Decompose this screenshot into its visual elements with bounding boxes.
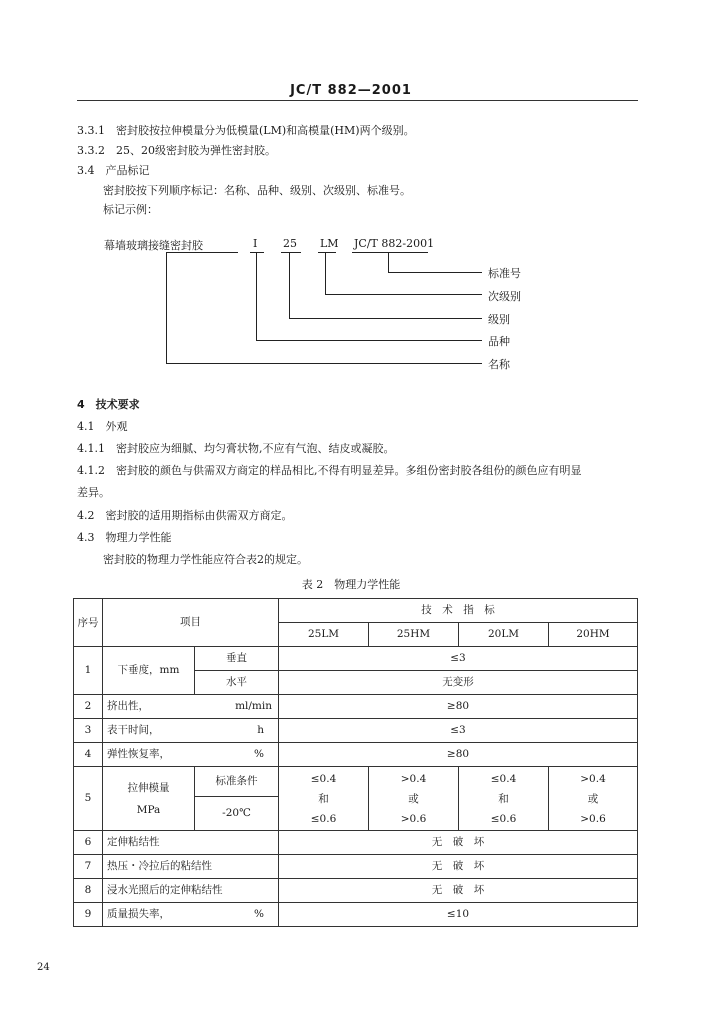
label-variety: 品种 bbox=[488, 335, 510, 348]
clause-3-3-1: 3.3.1 密封胶按拉伸模量分为低模量(LM)和高模量(HM)两个级别。 bbox=[77, 124, 415, 137]
clause-4-3: 4.3 物理力学性能 bbox=[77, 531, 172, 544]
row-9-item: 质量损失率， % bbox=[103, 903, 279, 927]
row-4-value: ≥80 bbox=[279, 743, 638, 767]
row-1-value-vertical: ≤3 bbox=[279, 647, 638, 671]
row-4-no: 4 bbox=[74, 743, 103, 767]
row-2-item: 挤出性， ml/min bbox=[103, 695, 279, 719]
row-5-20lm: ≤0.4 和 ≤0.6 bbox=[459, 767, 549, 831]
label-name: 名称 bbox=[488, 358, 510, 371]
row-7-item: 热压・冷拉后的粘结性 bbox=[103, 855, 279, 879]
header-no: 序号 bbox=[74, 599, 103, 647]
row-1-no: 1 bbox=[74, 647, 103, 695]
section-4-heading: 4 技术要求 bbox=[77, 398, 140, 411]
row-2-value: ≥80 bbox=[279, 695, 638, 719]
row-1-sub-horizontal: 水平 bbox=[195, 671, 279, 695]
row-1-item: 下垂度，mm bbox=[103, 647, 195, 695]
row-8-value: 无 破 坏 bbox=[279, 879, 638, 903]
row-5-no: 5 bbox=[74, 767, 103, 831]
row-5-20hm: >0.4 或 >0.6 bbox=[549, 767, 638, 831]
clause-3-4: 3.4 产品标记 bbox=[77, 164, 150, 177]
row-4-item: 弹性恢复率， % bbox=[103, 743, 279, 767]
row-6-no: 6 bbox=[74, 831, 103, 855]
clause-4-1: 4.1 外观 bbox=[77, 420, 128, 433]
row-1-sub-vertical: 垂直 bbox=[195, 647, 279, 671]
col-25lm: 25LM bbox=[279, 623, 369, 647]
col-20lm: 20LM bbox=[459, 623, 549, 647]
properties-table bbox=[73, 598, 638, 927]
row-9-no: 9 bbox=[74, 903, 103, 927]
row-2-no: 2 bbox=[74, 695, 103, 719]
clause-4-1-2-cont: 差异。 bbox=[77, 486, 110, 499]
clause-4-3-text: 密封胶的物理力学性能应符合表2的规定。 bbox=[103, 553, 308, 566]
clause-4-1-1: 4.1.1 密封胶应为细腻、均匀膏状物,不应有气泡、结皮或凝胶。 bbox=[77, 442, 395, 455]
row-6-item: 定伸粘结性 bbox=[103, 831, 279, 855]
row-5-25hm: >0.4 或 >0.6 bbox=[369, 767, 459, 831]
row-7-no: 7 bbox=[74, 855, 103, 879]
diagram-subgrade: LM bbox=[320, 237, 339, 250]
diagram-variety: I bbox=[253, 237, 258, 250]
diagram-name: 幕墙玻璃接缝密封胶 bbox=[104, 239, 203, 252]
label-standard-number: 标准号 bbox=[488, 267, 521, 280]
label-subgrade: 次级别 bbox=[488, 290, 521, 303]
row-5-25lm: ≤0.4 和 ≤0.6 bbox=[279, 767, 369, 831]
row-1-value-horizontal: 无变形 bbox=[279, 671, 638, 695]
row-5-item: 拉伸模量 MPa bbox=[103, 767, 195, 831]
col-20hm: 20HM bbox=[549, 623, 638, 647]
col-25hm: 25HM bbox=[369, 623, 459, 647]
header-spec: 技 术 指 标 bbox=[279, 599, 638, 623]
row-9-value: ≤10 bbox=[279, 903, 638, 927]
row-5-sub-minus20: -20℃ bbox=[195, 797, 279, 831]
row-3-value: ≤3 bbox=[279, 719, 638, 743]
clause-3-4-text: 密封胶按下列顺序标记：名称、品种、级别、次级别、标准号。 bbox=[103, 184, 411, 197]
diagram-grade: 25 bbox=[283, 237, 297, 250]
diagram-standard: JC/T 882-2001 bbox=[354, 237, 435, 250]
row-8-no: 8 bbox=[74, 879, 103, 903]
row-8-item: 浸水光照后的定伸粘结性 bbox=[103, 879, 279, 903]
row-3-item: 表干时间， h bbox=[103, 719, 279, 743]
label-grade: 级别 bbox=[488, 313, 510, 326]
clause-4-2: 4.2 密封胶的适用期指标由供需双方商定。 bbox=[77, 509, 293, 522]
page-header: JC/T 882—2001 bbox=[290, 83, 412, 98]
clause-3-4-example: 标记示例： bbox=[103, 203, 158, 216]
clause-3-3-2: 3.3.2 25、20级密封胶为弹性密封胶。 bbox=[77, 144, 276, 157]
row-3-no: 3 bbox=[74, 719, 103, 743]
table-caption: 表 2 物理力学性能 bbox=[301, 578, 401, 591]
row-5-sub-standard: 标准条件 bbox=[195, 767, 279, 797]
row-6-value: 无 破 坏 bbox=[279, 831, 638, 855]
page-number: 24 bbox=[37, 962, 50, 973]
header-rule bbox=[77, 100, 638, 101]
clause-4-1-2: 4.1.2 密封胶的颜色与供需双方商定的样品相比,不得有明显差异。多组份密封胶各组份的颜色应有明显 bbox=[77, 464, 582, 477]
row-7-value: 无 破 坏 bbox=[279, 855, 638, 879]
header-item: 项目 bbox=[103, 599, 279, 647]
